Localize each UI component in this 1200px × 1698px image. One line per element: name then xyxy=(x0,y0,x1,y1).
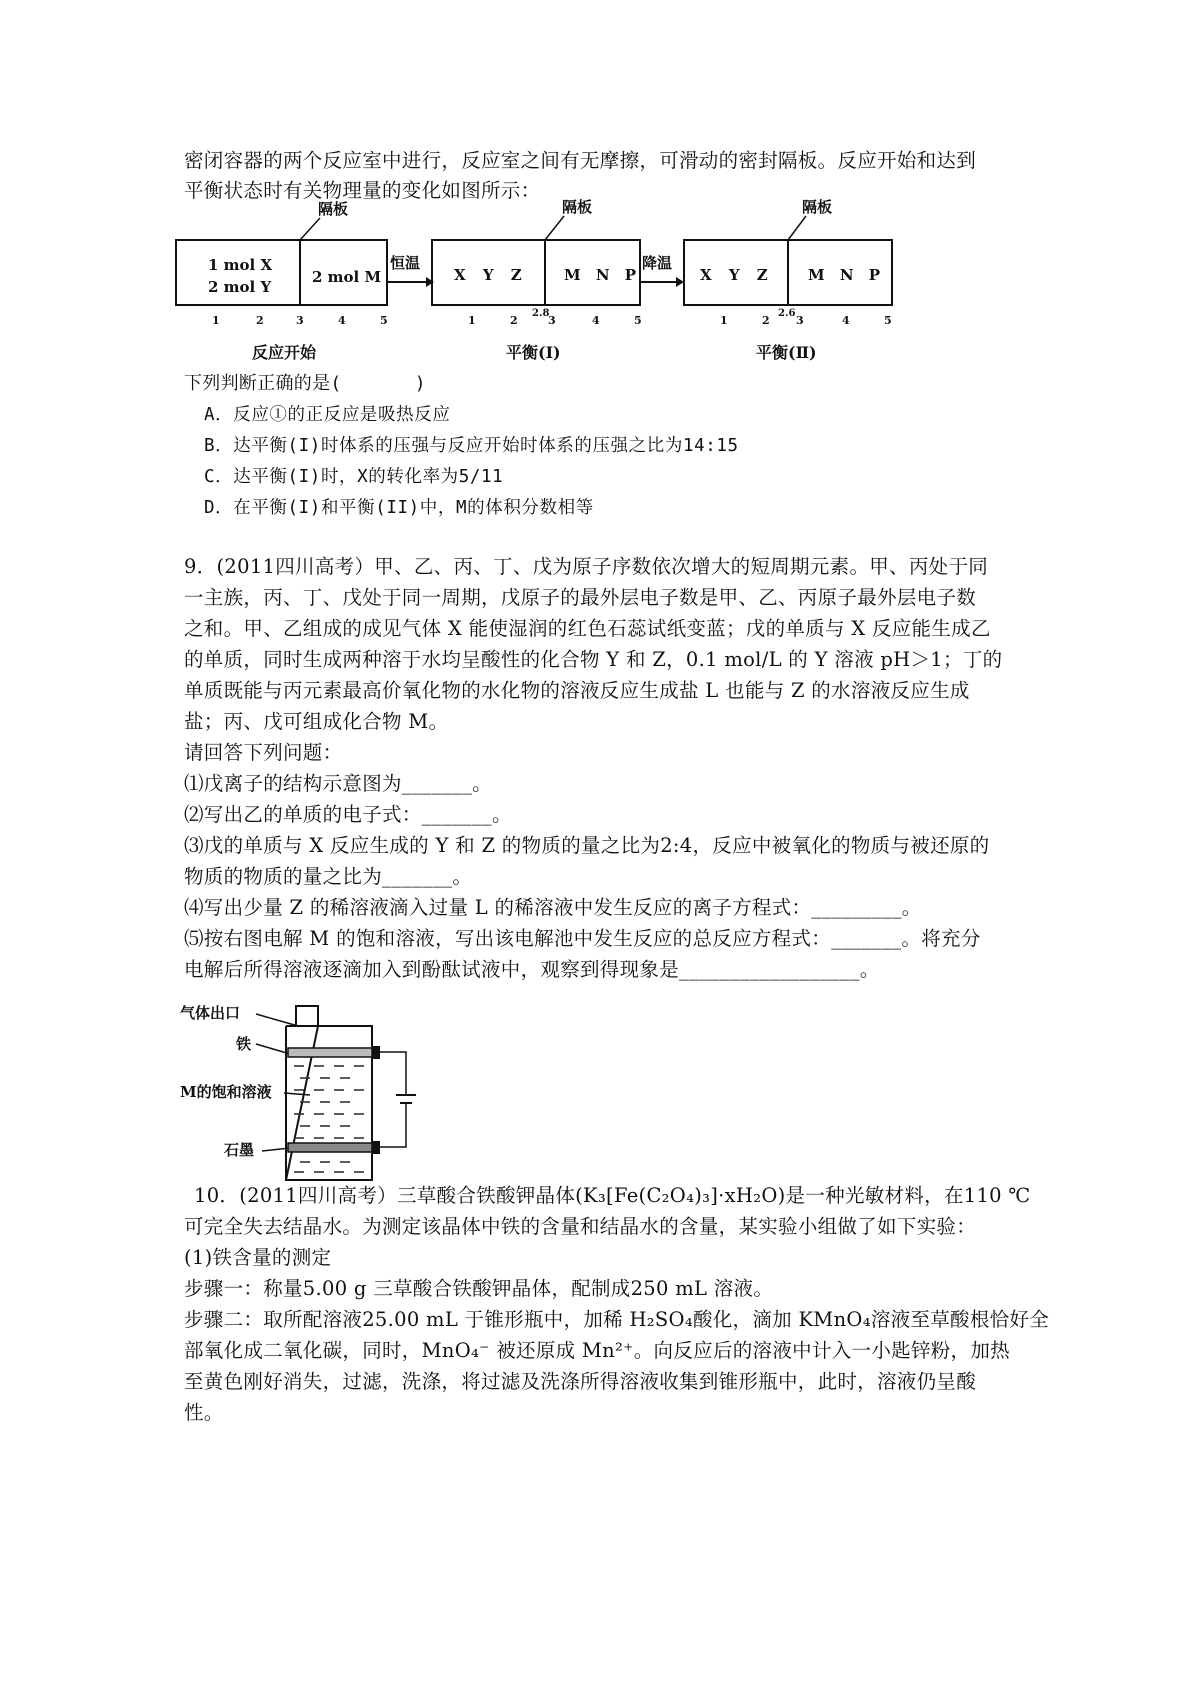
start-left-line2: 2 mol Y xyxy=(208,278,272,296)
chamber-start xyxy=(176,200,387,305)
q8-option-d: D．在平衡(I)和平衡(II)中，M的体积分数相等 xyxy=(204,498,594,518)
q10-line-2: 可完全失去结晶水。为测定该晶体中铁的含量和结晶水的含量，某实验小组做了如下实验： xyxy=(184,1215,977,1238)
graphite-terminal xyxy=(372,1141,380,1154)
q8-stem: 下列判断正确的是( ) xyxy=(184,373,426,394)
q9-line-8: ⑴戊离子的结构示意图为_______。 xyxy=(184,772,492,795)
q9-line-12: ⑷写出少量 Z 的稀溶液滴入过量 L 的稀溶液中发生反应的离子方程式：_________。 xyxy=(184,896,922,919)
q9-line-6: 盐；丙、戊可组成化合物 M。 xyxy=(184,710,449,733)
q9-line-13: ⑸按右图电解 M 的饱和溶液，写出该电解池中发生反应的总反应方程式：_______。将充分 xyxy=(184,927,981,950)
q9-line-3: 之和。甲、乙组成的成见气体 X 能使湿润的红色石蕊试纸变蓝；戊的单质与 X 反应能生成乙 xyxy=(184,617,991,640)
graphite-label: 石墨 xyxy=(224,1141,255,1159)
eq1-marker: 2.8 xyxy=(532,308,550,319)
q10-line-3: (1)铁含量的测定 xyxy=(184,1246,332,1269)
q8-option-a: A．反应①的正反应是吸热反应 xyxy=(204,405,451,425)
eq1-left-label: X Y Z xyxy=(454,266,528,284)
eq2-marker: 2.6 xyxy=(778,308,796,319)
tick-2c: 2 xyxy=(762,314,770,327)
tick-4c: 4 xyxy=(842,314,850,327)
q9-line-10: ⑶戊的单质与 X 反应生成的 Y 和 Z 的物质的量之比为2:4，反应中被氧化的物质与被还原的 xyxy=(184,834,990,857)
intro-line-1: 密闭容器的两个反应室中进行，反应室之间有无摩擦，可滑动的密封隔板。反应开始和达到 xyxy=(184,149,977,172)
tick-5a: 5 xyxy=(380,314,388,327)
tick-1b: 1 xyxy=(468,314,476,327)
cooling-label: 降温 xyxy=(642,254,673,272)
chamber-equilibrium-1 xyxy=(432,198,641,305)
partition-label-2: 隔板 xyxy=(562,198,593,216)
caption-start: 反应开始 xyxy=(252,343,317,362)
tick-4b: 4 xyxy=(592,314,600,327)
q10-line-8: 性。 xyxy=(184,1401,224,1424)
q9-line-5: 单质既能与丙元素最高价氧化物的水化物的溶液反应生成盐 L 也能与 Z 的水溶液反应生成 xyxy=(184,679,970,702)
q10-line-4: 步骤一：称量5.00 g 三草酸合铁酸钾晶体，配制成250 mL 溶液。 xyxy=(184,1277,774,1300)
eq2-right-label: M N P xyxy=(808,266,886,284)
tick-3a: 3 xyxy=(296,314,304,327)
arrow-cooling xyxy=(640,254,684,287)
electrolysis-cell-figure xyxy=(180,1000,480,1190)
start-right-label: 2 mol M xyxy=(312,268,382,286)
q9-line-4: 的单质，同时生成两种溶于水均呈酸性的化合物 Y 和 Z，0.1 mol/L 的 Y 溶液 pH＞1；丁的 xyxy=(184,648,1003,671)
q9-line-7: 请回答下列问题： xyxy=(184,741,343,764)
caption-eq2: 平衡(Ⅱ) xyxy=(756,343,817,362)
q8-option-c: C．达平衡(I)时，X的转化率为5/11 xyxy=(204,467,504,487)
iron-electrode xyxy=(288,1048,372,1057)
wire-bottom xyxy=(380,1103,406,1147)
eq2-left-label: X Y Z xyxy=(700,266,774,284)
q10-line-6: 部氧化成二氧化碳，同时，MnO₄⁻ 被还原成 Mn²⁺。向反应后的溶液中计入一小匙锌粉，加热 xyxy=(184,1339,1010,1362)
reaction-chambers-figure xyxy=(170,196,910,372)
q9-line-14: 电解后所得溶液逐滴加入到酚酞试液中，观察到得现象是__________________。 xyxy=(184,958,880,981)
tick-5b: 5 xyxy=(634,314,642,327)
tick-1c: 1 xyxy=(720,314,728,327)
start-left-line1: 1 mol X xyxy=(208,256,273,274)
gas-outlet-label: 气体出口 xyxy=(180,1004,241,1022)
graphite-electrode xyxy=(288,1143,372,1152)
wire-top xyxy=(380,1052,406,1095)
chamber-equilibrium-2 xyxy=(684,198,892,305)
q10-line-7: 至黄色刚好消失，过滤，洗涤，将过滤及洗涤所得溶液收集到锥形瓶中，此时，溶液仍呈酸 xyxy=(184,1370,977,1393)
scale-ticks xyxy=(212,308,892,327)
q9-line-2: 一主族，丙、丁、戊处于同一周期，戊原子的最外层电子数是甲、乙、丙原子最外层电子数 xyxy=(184,586,977,609)
gas-outlet-tube xyxy=(296,1006,318,1026)
solution-label: M的饱和溶液 xyxy=(180,1083,272,1101)
tick-1a: 1 xyxy=(212,314,220,327)
tick-5c: 5 xyxy=(884,314,892,327)
q8-option-b: B．达平衡(I)时体系的压强与反应开始时体系的压强之比为14:15 xyxy=(204,436,739,456)
tick-2b: 2 xyxy=(510,314,518,327)
tick-3b: 3 xyxy=(548,314,556,327)
tick-3c: 3 xyxy=(796,314,804,327)
iron-label: 铁 xyxy=(236,1035,252,1053)
tick-4a: 4 xyxy=(338,314,346,327)
tick-2a: 2 xyxy=(256,314,264,327)
q9-line-9: ⑵写出乙的单质的电子式：_______。 xyxy=(184,803,512,826)
isothermal-label: 恒温 xyxy=(390,254,421,272)
caption-eq1: 平衡(Ⅰ) xyxy=(506,343,561,362)
q9-line-1: 9．(2011四川高考）甲、乙、丙、丁、戊为原子序数依次增大的短周期元素。甲、丙处于同 xyxy=(184,555,989,578)
q9-line-11: 物质的物质的量之比为_______。 xyxy=(184,865,473,888)
solution-fill xyxy=(294,1066,364,1172)
intro-line-2: 平衡状态时有关物理量的变化如图所示： xyxy=(184,179,541,202)
iron-terminal xyxy=(372,1046,380,1059)
arrow-isothermal xyxy=(388,254,434,287)
partition-label-1: 隔板 xyxy=(318,200,349,218)
q10-line-5: 步骤二：取所配溶液25.00 mL 于锥形瓶中，加稀 H₂SO₄酸化，滴加 KMnO₄溶液至草酸根恰好全 xyxy=(184,1308,1050,1331)
partition-label-3: 隔板 xyxy=(802,198,833,216)
q10-line-1: 10．(2011四川高考）三草酸合铁酸钾晶体(K₃[Fe(C₂O₄)₃]·xH₂O)是一种光敏材料，在110 ℃ xyxy=(194,1184,1031,1207)
eq1-right-label: M N P xyxy=(564,266,642,284)
